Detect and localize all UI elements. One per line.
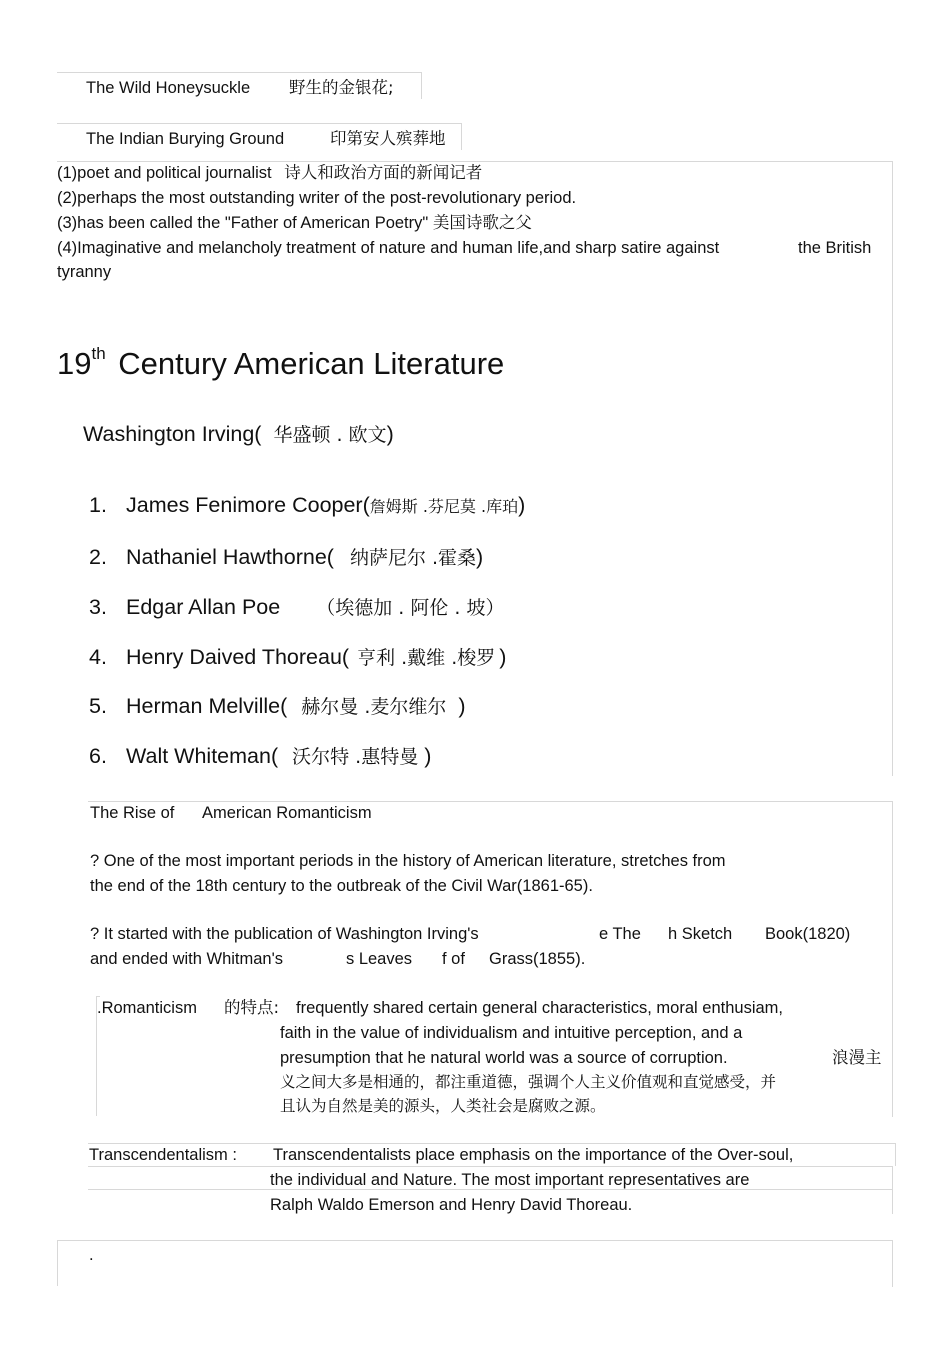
transcendentalism-line-2: the individual and Nature. The most important representatives are (270, 1171, 750, 1189)
note-1 (57, 161, 482, 186)
romanticism-p2-h: Grass(1855). (489, 950, 586, 968)
author-zh: 詹姆斯 .芬尼莫 .库珀 (369, 497, 519, 516)
author-en: Edgar Allan Poe (126, 595, 281, 619)
poem-title-en: The Wild Honeysuckle (86, 79, 251, 97)
feature-line-2: faith in the value of individualism and intuitive perception, and a (280, 1024, 743, 1042)
feature-label: .Romanticism (97, 999, 197, 1017)
note-4: (4)Imaginative and melancholy treatment of nature and human life,and sharp satire against (57, 239, 720, 257)
author-zh: 沃尔特 .惠特曼 (292, 746, 419, 768)
romanticism-p2-b: e The (599, 925, 641, 943)
transcendentalism-label: Transcendentalism : (89, 1146, 237, 1164)
list-item (89, 643, 506, 670)
title-ordinal: th (91, 344, 106, 363)
author-zh: 赫尔曼 .麦尔维尔 (301, 696, 447, 718)
romanticism-p1-line1: ? One of the most important periods in the history of American literature, stretches from (90, 852, 726, 870)
author-en: James Fenimore Cooper( (126, 493, 370, 517)
author-en: Walt Whiteman( (126, 744, 279, 768)
poem-title-1 (86, 76, 250, 101)
poem-title-2: The Indian Burying Ground (86, 130, 285, 148)
feature-line-3-zh: 浪漫主 (832, 1048, 882, 1067)
romanticism-p1-line2: the end of the 18th century to the outbreak of the Civil War(1861-65). (90, 877, 593, 895)
romanticism-p2-f: s Leaves (346, 950, 413, 968)
romanticism-p2-c: h Sketch (668, 925, 733, 943)
list-number: 1. (89, 493, 107, 517)
author-zh: （埃德加 . 阿伦 . 坡） (316, 597, 505, 619)
romanticism-p2-a: ? It started with the publication of Washington Irving's (90, 925, 479, 943)
note-1-en: (1)poet and political journalist (57, 164, 272, 182)
irving-line (83, 420, 394, 447)
author-close: ) (458, 694, 466, 718)
feature-zh-line-2: 义之间大多是相通的，都注重道德，强调个人主义价值观和直觉感受，并 (280, 1073, 777, 1091)
footer-left-rule (57, 1240, 58, 1286)
poem-title-1-zh: 野生的金银花; (289, 78, 394, 97)
note-3 (57, 211, 532, 236)
note-2: (2)perhaps the most outstanding writer of the post-revolutionary period. (57, 189, 577, 207)
poem-title-2-zh: 印第安人殡葬地 (330, 129, 446, 148)
irving-en: Washington Irving( (83, 422, 262, 446)
irving-zh: 华盛顿 . 欧文 (273, 424, 387, 446)
feature-line-3: presumption that he natural world was a source of corruption. (280, 1049, 728, 1067)
list-item (89, 742, 431, 769)
author-zh: 纳萨尼尔 .霍桑 (349, 547, 477, 569)
author-close: ) (476, 545, 484, 569)
section-title (57, 344, 504, 382)
note-4-wrap: tyranny (57, 263, 112, 281)
romanticism-p2-d: Book(1820) (765, 925, 851, 943)
trans-right-rule (892, 1166, 893, 1214)
author-en: Henry Daived Thoreau( (126, 645, 350, 669)
romanticism-heading (90, 801, 372, 826)
list-item (89, 593, 504, 620)
footer-dot: . (89, 1246, 94, 1264)
feature-zh-label: 的特点: (224, 998, 280, 1017)
feature-zh-line-3: 且认为自然是美的源头，人类社会是腐败之源。 (280, 1097, 606, 1115)
list-number: 3. (89, 595, 107, 619)
list-number: 4. (89, 645, 107, 669)
author-zh: 亨利 .戴维 .梭罗 (357, 647, 496, 669)
note-3-zh: 美国诗歌之父 (432, 213, 532, 232)
author-close: ) (499, 645, 507, 669)
author-close: ) (518, 493, 526, 517)
list-item (89, 692, 466, 719)
heading-part-2: American Romanticism (201, 804, 372, 822)
transcendentalism-line-3: Ralph Waldo Emerson and Henry David Thoreau. (270, 1196, 633, 1214)
author-close: ) (424, 744, 432, 768)
heading-part-1: The Rise of (90, 804, 175, 822)
list-item (89, 493, 525, 518)
note-4-cont: the British (798, 239, 872, 257)
note-3-en: (3)has been called the "Father of American Poetry" (57, 214, 429, 232)
romanticism-p2-g: f of (442, 950, 465, 968)
list-number: 6. (89, 744, 107, 768)
note-1-zh: 诗人和政治方面的新闻记者 (284, 163, 483, 182)
romanticism-p2-e: and ended with Whitman's (90, 950, 284, 968)
author-en: Nathaniel Hawthorne( (126, 545, 334, 569)
list-number: 2. (89, 545, 107, 569)
feature-line-1: frequently shared certain general characteristics, moral enthusiam, (296, 999, 783, 1017)
author-en: Herman Melville( (126, 694, 288, 718)
title-number: 19 (57, 346, 92, 381)
transcendentalism-line-1: Transcendentalists place emphasis on the importance of the Over-soul, (273, 1146, 794, 1164)
list-number: 5. (89, 694, 107, 718)
footer-frame (57, 1240, 893, 1287)
list-item (89, 543, 483, 570)
irving-close: ) (386, 422, 394, 446)
title-text: Century American Literature (118, 346, 505, 381)
